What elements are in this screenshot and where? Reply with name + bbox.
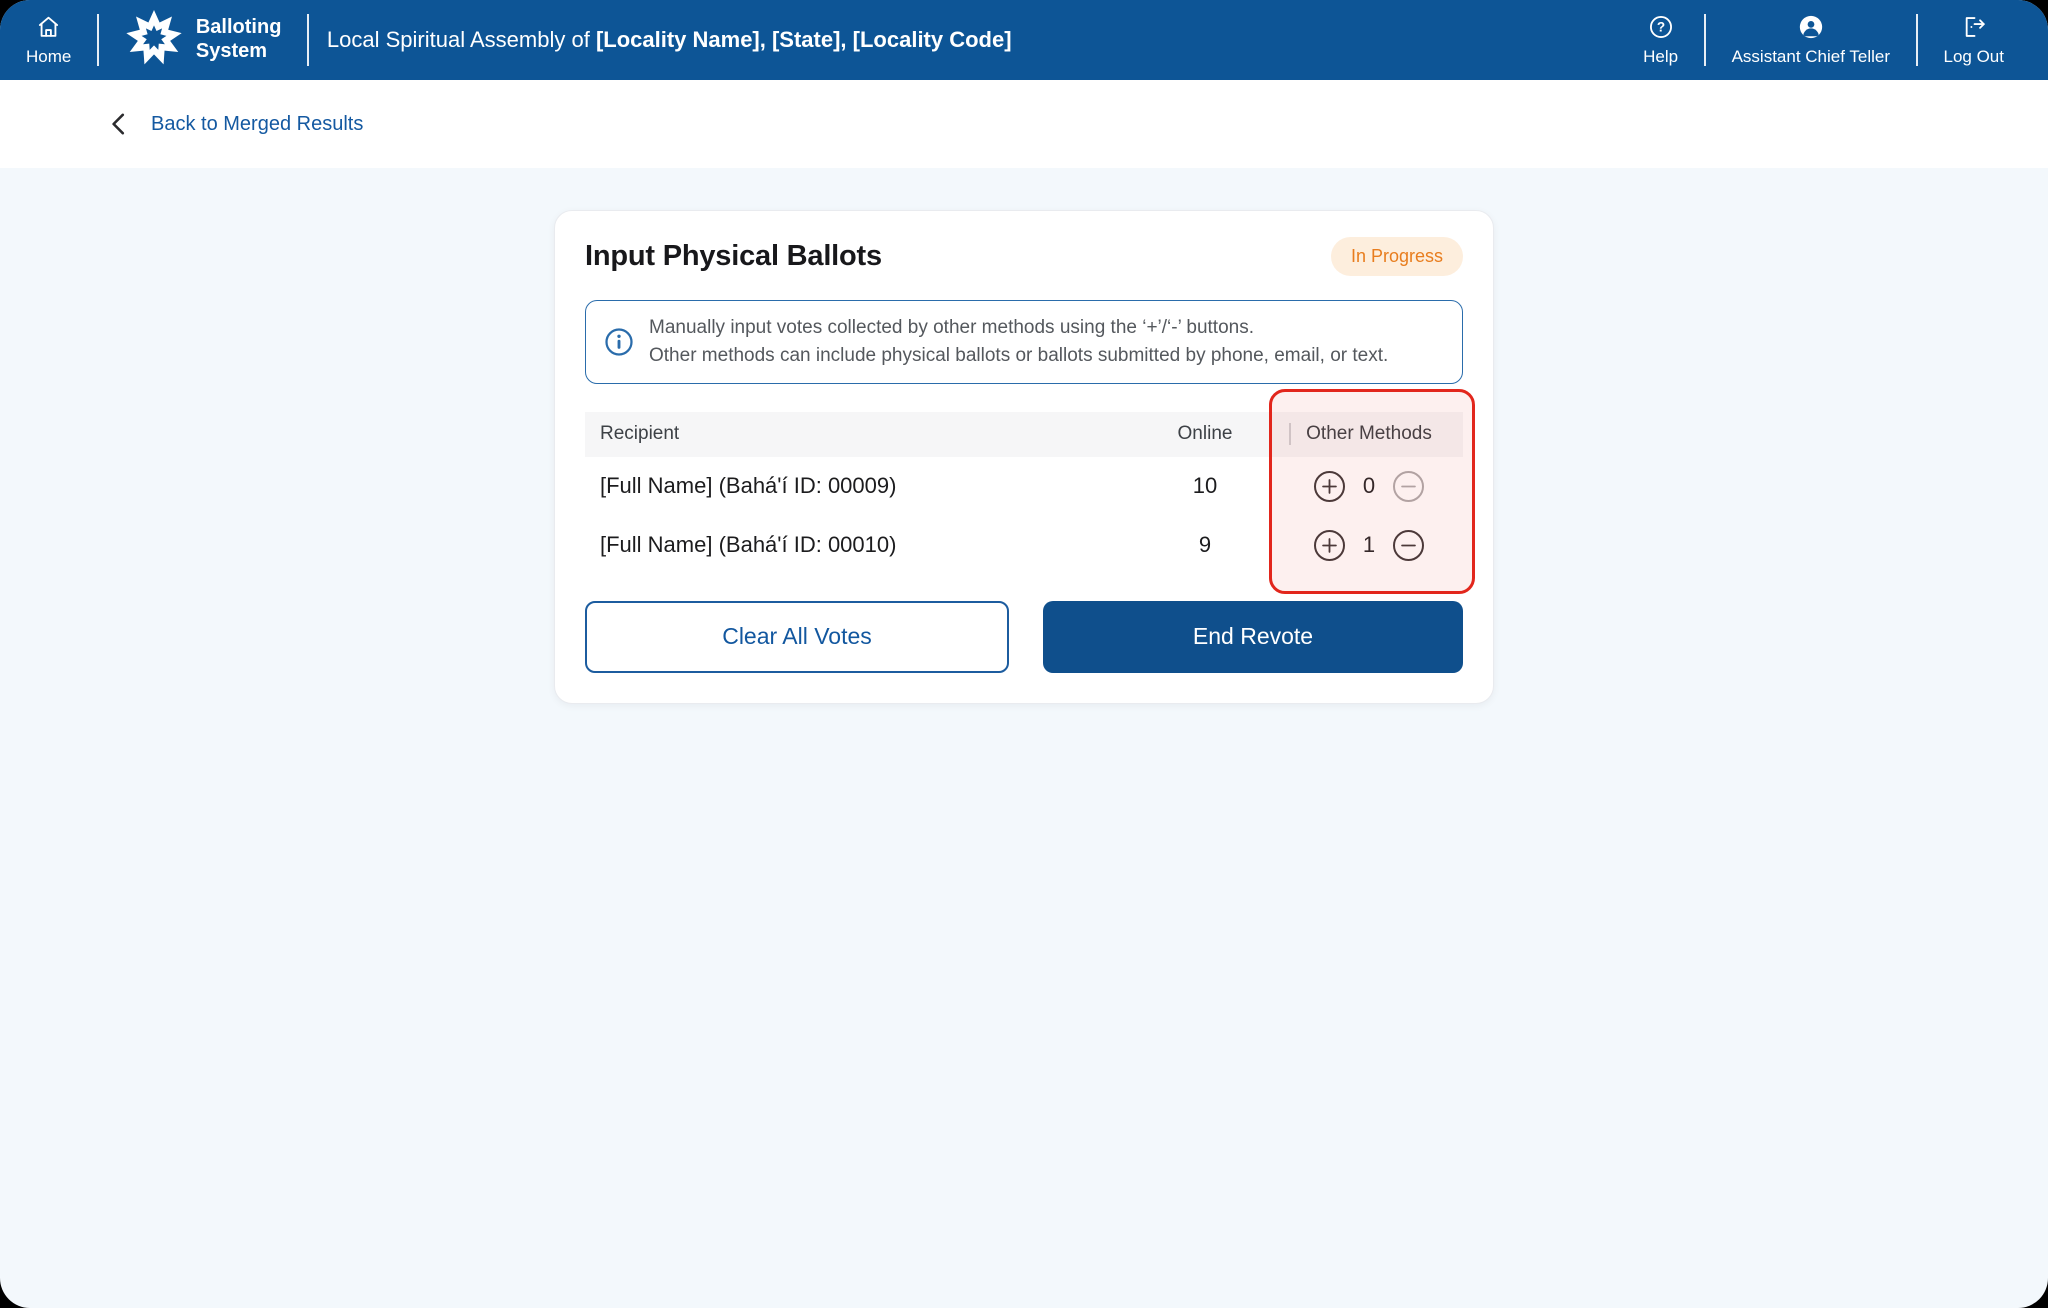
topbar-right-group <box>1617 0 2048 80</box>
top-navigation-bar <box>0 0 2048 80</box>
input-physical-ballots-card <box>554 210 1494 704</box>
help-label: Help <box>1643 46 1679 66</box>
other-methods-count: 1 <box>1362 532 1376 558</box>
online-votes-count: 9 <box>1198 532 1212 558</box>
online-votes-count: 10 <box>1192 473 1218 499</box>
recipient-name: [Full Name] (Bahá'í ID: 00010) <box>600 532 897 558</box>
end-revote-button[interactable]: End Revote <box>1043 601 1463 673</box>
brand-logo[interactable] <box>99 0 308 80</box>
home-label: Home <box>26 46 72 66</box>
other-methods-stepper <box>1314 471 1424 502</box>
back-link-label: Back to Merged Results <box>151 112 364 135</box>
info-icon <box>604 327 634 357</box>
other-methods-column-header: Other Methods <box>1275 423 1463 445</box>
clear-all-votes-button[interactable]: Clear All Votes <box>585 601 1009 673</box>
help-icon <box>1648 14 1674 40</box>
card-header <box>585 237 1463 276</box>
nine-pointed-star-icon <box>125 9 183 72</box>
home-button[interactable] <box>0 0 97 80</box>
status-badge: In Progress <box>1331 237 1463 276</box>
help-button[interactable] <box>1617 0 1704 80</box>
home-icon <box>35 14 62 40</box>
assistant-chief-teller-label: Assistant Chief Teller <box>1731 46 1890 66</box>
brand-name: Balloting System <box>195 16 282 62</box>
logout-label: Log Out <box>1943 46 2004 66</box>
logout-icon <box>1960 14 1988 40</box>
info-callout <box>585 300 1463 384</box>
logout-button[interactable] <box>1918 0 2031 80</box>
table-header-row <box>585 412 1463 457</box>
column-divider <box>1289 423 1291 445</box>
info-line-2: Other methods can include physical ballots or ballots submitted by phone, email, or text. <box>649 344 1389 366</box>
table-row <box>585 457 1463 516</box>
assistant-chief-teller-menu[interactable] <box>1706 0 1916 80</box>
table-row <box>585 516 1463 575</box>
other-methods-stepper <box>1314 530 1424 561</box>
info-text <box>649 314 1388 370</box>
user-icon <box>1798 14 1824 40</box>
decrement-button[interactable] <box>1393 471 1424 502</box>
decrement-button[interactable] <box>1393 530 1424 561</box>
increment-button[interactable] <box>1314 471 1345 502</box>
increment-button[interactable] <box>1314 530 1345 561</box>
ballots-table <box>585 412 1463 575</box>
info-line-1: Manually input votes collected by other methods using the ‘+’/‘-’ buttons. <box>649 317 1254 338</box>
card-actions <box>585 601 1463 673</box>
online-column-header: Online <box>1177 423 1233 445</box>
assembly-title: Local Spiritual Assembly of [Locality Name], [State], [Locality Code] <box>326 27 1012 52</box>
breadcrumb-strip <box>0 80 2048 168</box>
card-title: Input Physical Ballots <box>585 240 882 272</box>
chevron-left-icon <box>110 113 127 135</box>
page-body <box>0 168 2048 1308</box>
recipient-name: [Full Name] (Bahá'í ID: 00009) <box>600 473 897 499</box>
recipient-column-header: Recipient <box>600 423 680 445</box>
svg-text:?: ? <box>1656 19 1665 35</box>
other-methods-count: 0 <box>1362 473 1376 499</box>
back-to-merged-results-link[interactable] <box>110 113 363 136</box>
